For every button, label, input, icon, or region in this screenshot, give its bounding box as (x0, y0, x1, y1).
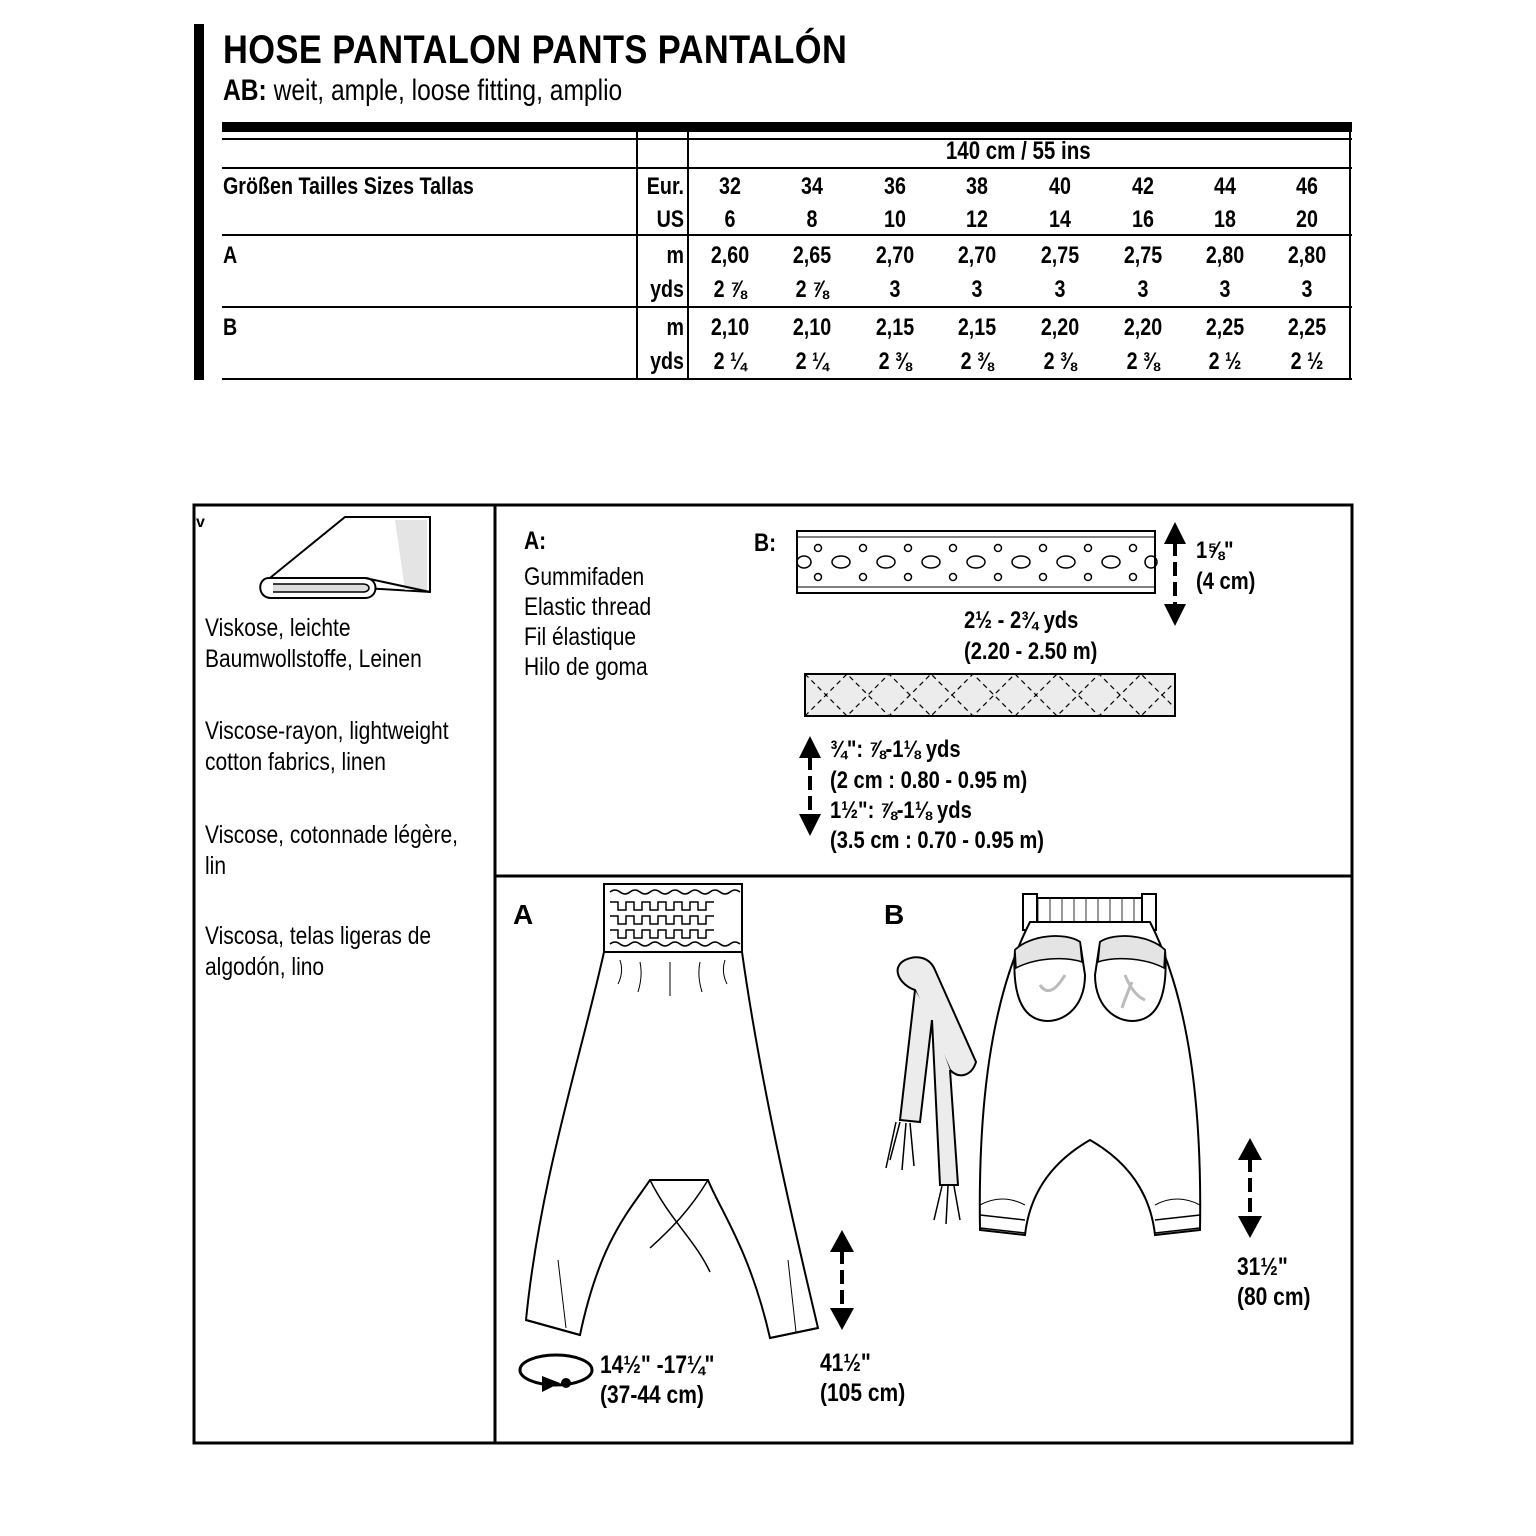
eur-size: 42 (1132, 173, 1154, 200)
view-b-pants-drawing (880, 890, 1220, 1250)
us-size: 6 (724, 206, 736, 233)
fabric-text-es: Viscosa, telas ligeras de algodón, lino (205, 922, 432, 981)
yards-value: 3 (889, 276, 901, 303)
tape-2-cm: (3.5 cm : 0.70 - 0.95 m) (830, 827, 1045, 854)
unit-yds: yds (650, 276, 684, 303)
meters-value: 2,65 (792, 242, 832, 269)
tape-1-cm: (2 cm : 0.80 - 0.95 m) (830, 767, 1028, 794)
yards-value: 3 (1219, 276, 1231, 303)
yards-value: 2 ½ (1290, 348, 1324, 375)
tape-1-size: ¾": ⅞-1⅛ yds (830, 736, 961, 763)
yards-value: 2 ⅜ (1126, 348, 1160, 375)
meters-value: 2,10 (710, 314, 750, 341)
meters-value: 2,80 (1205, 242, 1245, 269)
yards-value: 3 (1054, 276, 1066, 303)
yards-value: 2 ¼ (795, 348, 829, 375)
notions-b-label: B: (754, 529, 777, 557)
unit-m: m (666, 314, 684, 341)
yards-value: 3 (971, 276, 983, 303)
us-size: 14 (1049, 206, 1071, 233)
yards-value: 2 ¼ (713, 348, 747, 375)
meters-value: 2,80 (1287, 242, 1327, 269)
hem-circumference-icon (516, 1350, 598, 1396)
corner-mark: v (196, 514, 205, 531)
trim-length-m: (2.20 - 2.50 m) (964, 638, 1098, 665)
fabric-bolt-icon (255, 512, 445, 602)
trim-width-in: 1⅝" (1196, 537, 1234, 564)
us-size: 10 (884, 206, 906, 233)
view-a-length-arrow-icon (828, 1228, 856, 1332)
meters-value: 2,25 (1287, 314, 1327, 341)
notion-item: Gummifaden (524, 563, 645, 591)
unit-yds: yds (650, 348, 684, 375)
sizes-label: Größen Tailles Sizes Tallas (223, 173, 474, 200)
meters-value: 2,20 (1040, 314, 1080, 341)
yards-value: 2 ⅜ (1043, 348, 1077, 375)
yards-value: 3 (1137, 276, 1149, 303)
meters-value: 2,10 (792, 314, 832, 341)
meters-value: 2,75 (1123, 242, 1163, 269)
eur-size: 32 (719, 173, 741, 200)
eur-size: 34 (801, 173, 823, 200)
meters-value: 2,75 (1040, 242, 1080, 269)
yards-value: 2 ⅞ (795, 276, 829, 303)
yards-value: 2 ⅜ (878, 348, 912, 375)
notion-item: Elastic thread (524, 593, 652, 621)
eur-size: 36 (884, 173, 906, 200)
fabric-text-fr: Viscose, cotonnade légère, lin (205, 821, 458, 880)
meters-value: 2,20 (1123, 314, 1163, 341)
eur-size: 46 (1296, 173, 1318, 200)
unit-m: m (666, 242, 684, 269)
us-label: US (656, 206, 684, 233)
page-title: HOSE PANTALON PANTS PANTALÓN (223, 28, 848, 72)
trim-width-arrow-icon (1162, 520, 1188, 628)
fabric-text-en: Viscose-rayon, lightweight cotton fabrics, linen (205, 717, 449, 776)
view-b-length-cm: (80 cm) (1237, 1283, 1311, 1311)
eur-size: 38 (966, 173, 988, 200)
us-size: 16 (1132, 206, 1154, 233)
meters-value: 2,60 (710, 242, 750, 269)
tape-2-size: 1½": ⅞-1⅛ yds (830, 797, 972, 824)
view-a-length-cm: (105 cm) (820, 1379, 906, 1407)
view-a-letter: A (513, 899, 534, 930)
view-b-length-in: 31½" (1237, 1253, 1288, 1281)
us-size: 20 (1296, 206, 1318, 233)
eyelet-trim-icon (796, 530, 1158, 596)
yards-value: 2 ⅞ (713, 276, 747, 303)
subtitle-text: weit, ample, loose fitting, amplio (266, 74, 623, 107)
meters-value: 2,15 (957, 314, 997, 341)
view-b-letter: B (884, 899, 905, 930)
view-b-label: B (223, 314, 238, 341)
fabric-width: 140 cm / 55 ins (945, 137, 1091, 165)
eur-size: 40 (1049, 173, 1071, 200)
meters-value: 2,25 (1205, 314, 1245, 341)
eur-size: 44 (1214, 173, 1236, 200)
trim-width-cm: (4 cm) (1196, 568, 1256, 595)
trim-length-yds: 2½ - 2¾ yds (964, 607, 1079, 634)
yards-value: 3 (1301, 276, 1313, 303)
tape-width-arrow-icon (797, 734, 823, 838)
us-size: 18 (1214, 206, 1236, 233)
view-a-label: A (223, 242, 238, 269)
yards-value: 2 ½ (1208, 348, 1242, 375)
meters-value: 2,70 (957, 242, 997, 269)
notion-item: Hilo de goma (524, 653, 648, 681)
fabric-text-de: Viskose, leichte Baumwollstoffe, Leinen (205, 614, 422, 673)
notion-item: Fil élastique (524, 623, 637, 651)
meters-value: 2,70 (875, 242, 915, 269)
notions-a-label: A: (524, 527, 547, 555)
yards-value: 2 ⅜ (960, 348, 994, 375)
view-a-length-in: 41½" (820, 1349, 871, 1377)
view-a-hem-cm: (37-44 cm) (600, 1381, 704, 1409)
view-a-pants-drawing (520, 880, 830, 1345)
view-a-hem-in: 14½" -17¼" (600, 1351, 715, 1379)
eur-label: Eur. (646, 173, 684, 200)
us-size: 8 (806, 206, 818, 233)
subtitle-code: AB: (223, 74, 267, 107)
view-b-length-arrow-icon (1236, 1136, 1264, 1240)
meters-value: 2,15 (875, 314, 915, 341)
us-size: 12 (966, 206, 988, 233)
interfacing-tape-icon (804, 673, 1178, 719)
